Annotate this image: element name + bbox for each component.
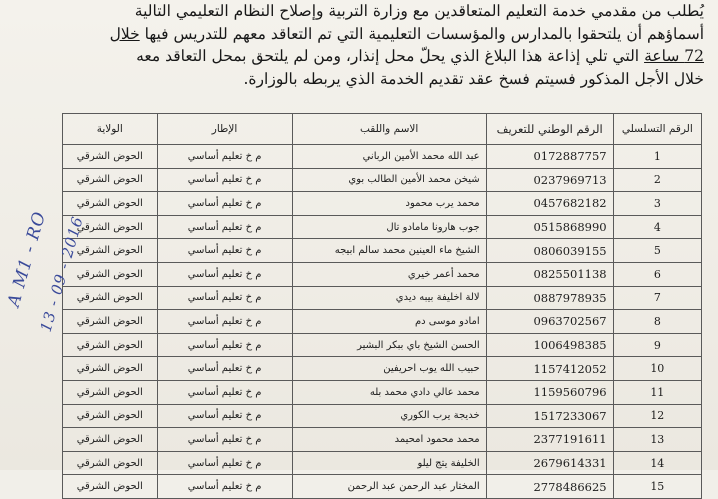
cell-state: الحوض الشرقي [63, 286, 158, 310]
handwritten-stamp [3, 205, 87, 334]
cell-frame: م خ تعليم أساسي [157, 262, 292, 286]
table-row [63, 428, 702, 452]
table-row [63, 333, 702, 357]
cell-serial: 8 [613, 310, 701, 334]
table-header-row [63, 114, 702, 145]
cell-name: حبيب الله يوب احريفين [292, 357, 486, 381]
cell-state: الحوض الشرقي [63, 262, 158, 286]
cell-nni: 1159560796 [486, 380, 613, 404]
cell-serial: 6 [613, 262, 701, 286]
cell-frame: م خ تعليم أساسي [157, 333, 292, 357]
cell-name: لالة اخليفة بيبه ديدي [292, 286, 486, 310]
header-frame: الإطار [157, 114, 292, 145]
cell-nni: 0237969713 [486, 168, 613, 192]
cell-frame: م خ تعليم أساسي [157, 192, 292, 216]
table-row [63, 380, 702, 404]
cell-name: محمد محمود امحيمد [292, 428, 486, 452]
stamp-line-1: A M1 - RO [3, 209, 51, 309]
cell-name: امادو موسى دم [292, 310, 486, 334]
cell-state: الحوض الشرقي [63, 451, 158, 475]
table-row [63, 357, 702, 381]
cell-name: محمد عالي دادي محمد بله [292, 380, 486, 404]
cell-name: الخليفة يتج ليلو [292, 451, 486, 475]
cell-state: الحوض الشرقي [63, 475, 158, 499]
cell-frame: م خ تعليم أساسي [157, 380, 292, 404]
cell-nni: 2778486625 [486, 475, 613, 499]
table-row [63, 262, 702, 286]
cell-frame: م خ تعليم أساسي [157, 428, 292, 452]
cell-serial: 9 [613, 333, 701, 357]
cell-nni: 0887978935 [486, 286, 613, 310]
cell-state: الحوض الشرقي [63, 428, 158, 452]
cell-name: الحسن الشيخ باي ببكر البشير [292, 333, 486, 357]
cell-state: الحوض الشرقي [63, 404, 158, 428]
intro-line-4: خلال الأجل المذكور فسيتم فسخ عقد تقديم الخدمة الذي يربطه بالوزارة. [243, 69, 704, 88]
cell-frame: م خ تعليم أساسي [157, 357, 292, 381]
table-row [63, 451, 702, 475]
table-row [63, 145, 702, 169]
table-row [63, 286, 702, 310]
cell-state: الحوض الشرقي [63, 357, 158, 381]
cell-name: عبد الله محمد الأمين الرباني [292, 145, 486, 169]
cell-serial: 15 [613, 475, 701, 499]
table-row [63, 215, 702, 239]
cell-serial: 7 [613, 286, 701, 310]
cell-frame: م خ تعليم أساسي [157, 145, 292, 169]
cell-nni: 0172887757 [486, 145, 613, 169]
announcement-text [14, 0, 704, 90]
cell-state: الحوض الشرقي [63, 380, 158, 404]
cell-state: الحوض الشرقي [63, 310, 158, 334]
cell-nni: 2679614331 [486, 451, 613, 475]
cell-name: محمد يرب محمود [292, 192, 486, 216]
cell-nni: 2377191611 [486, 428, 613, 452]
cell-state: الحوض الشرقي [63, 239, 158, 263]
teachers-table [62, 113, 702, 499]
deadline-hours: 72 ساعة [644, 47, 704, 65]
header-serial: الرقم التسلسلي [613, 114, 701, 145]
cell-frame: م خ تعليم أساسي [157, 310, 292, 334]
cell-nni: 0825501138 [486, 262, 613, 286]
cell-state: الحوض الشرقي [63, 333, 158, 357]
cell-serial: 12 [613, 404, 701, 428]
cell-serial: 13 [613, 428, 701, 452]
cell-nni: 0963702567 [486, 310, 613, 334]
cell-serial: 4 [613, 215, 701, 239]
cell-state: الحوض الشرقي [63, 145, 158, 169]
stamp-line-2: 13 - 09 - 2016 [36, 214, 87, 334]
cell-frame: م خ تعليم أساسي [157, 404, 292, 428]
cell-frame: م خ تعليم أساسي [157, 239, 292, 263]
cell-serial: 2 [613, 168, 701, 192]
cell-name: الشيخ ماء العينين محمد سالم ابيجه [292, 239, 486, 263]
header-state: الولاية [63, 114, 158, 145]
intro-line-3-text: التي تلي إذاعة هذا البلاغ الذي يحلّ محل إنذار، ومن لم يلتحق بمحل التعاقد معه [136, 47, 640, 65]
cell-serial: 5 [613, 239, 701, 263]
table-row [63, 168, 702, 192]
header-name: الاسم واللقب [292, 114, 486, 145]
cell-nni: 1006498385 [486, 333, 613, 357]
intro-line-2-underlined: خلال [109, 24, 140, 43]
cell-frame: م خ تعليم أساسي [157, 475, 292, 499]
cell-serial: 10 [613, 357, 701, 381]
cell-serial: 3 [613, 192, 701, 216]
table-row [63, 404, 702, 428]
intro-line-2-text: أسماؤهم أن يلتحقوا بالمدارس والمؤسسات التعليمية التي تم التعاقد معهم للتدريس فيها [144, 24, 704, 43]
cell-name: شيخن محمد الأمين الطالب بوي [292, 168, 486, 192]
cell-frame: م خ تعليم أساسي [157, 286, 292, 310]
cell-state: الحوض الشرقي [63, 192, 158, 216]
cell-frame: م خ تعليم أساسي [157, 451, 292, 475]
cell-name: المختار عبد الرحمن عبد الرحمن [292, 475, 486, 499]
cell-nni: 1517233067 [486, 404, 613, 428]
cell-name: خديجة يرب الكوري [292, 404, 486, 428]
cell-nni: 0457682182 [486, 192, 613, 216]
cell-serial: 1 [613, 145, 701, 169]
intro-line-2 [14, 23, 704, 46]
cell-state: الحوض الشرقي [63, 215, 158, 239]
cell-serial: 11 [613, 380, 701, 404]
cell-nni: 0806039155 [486, 239, 613, 263]
table-row [63, 475, 702, 499]
cell-name: جوب هارونا مامادو تال [292, 215, 486, 239]
header-nni: الرقم الوطني للتعريف [486, 114, 613, 145]
table-row [63, 239, 702, 263]
table-row [63, 310, 702, 334]
cell-serial: 14 [613, 451, 701, 475]
intro-line-1: يُطلب من مقدمي خدمة التعليم المتعاقدين مع وزارة التربية وإصلاح النظام التعليمي التالية [134, 2, 704, 20]
cell-nni: 0515868990 [486, 215, 613, 239]
cell-frame: م خ تعليم أساسي [157, 168, 292, 192]
cell-nni: 1157412052 [486, 357, 613, 381]
cell-name: محمد أعمر خيري [292, 262, 486, 286]
cell-state: الحوض الشرقي [63, 168, 158, 192]
cell-frame: م خ تعليم أساسي [157, 215, 292, 239]
intro-line-3 [14, 45, 704, 68]
table-row [63, 192, 702, 216]
